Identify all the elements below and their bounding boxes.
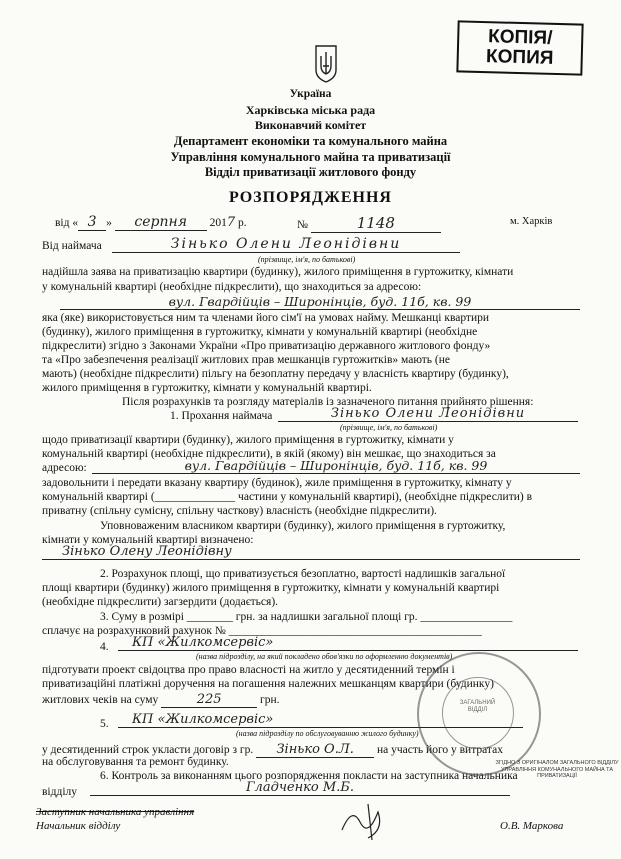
body-p16: Уповноваженим власником квартири (будинку), жилого приміщення в гуртожитку, [100, 520, 506, 532]
body-p4: (будинку), жилого приміщення в гуртожитку, кімнати у комунальній квартирі (необхідне [42, 326, 478, 338]
coat-of-arms-icon [313, 44, 339, 84]
contract-name: Зінько О.Л. [256, 742, 374, 758]
header-committee: Виконавчий комітет [254, 118, 367, 132]
tenant-label: Від наймача [42, 240, 102, 252]
body-p12-label: адресою: [42, 462, 87, 474]
chief-name: О.В. Маркова [500, 820, 564, 832]
order-date-line [55, 214, 247, 231]
body-p1: надійшла заява на приватизацію квартири (будинку), жилого приміщення в гуртожитку, кімнати [42, 266, 514, 278]
copy-stamp [456, 20, 583, 75]
property-address: вул. Гвардійців – Широнінців, буд. 11б, кв. 99 [60, 294, 580, 310]
item5-caption: (назва підрозділу по обслуговуванню жилого будинку) [236, 729, 419, 738]
body-p11: комунальній квартирі (необхідне підкреслити), в якій (якому) він мешкає, що знаходиться за [42, 448, 496, 460]
date-prefix: від « [55, 217, 79, 229]
item4-caption: (назва підрозділу, на який покладено обов'язки по оформленню документів) [196, 652, 453, 661]
body-p20: (необхідне підкреслити) загзердити (додається). [42, 596, 279, 608]
header-division: Відділ приватизації житлового фонду [204, 165, 417, 179]
body-p17: кімнати у комунальній квартирі визначено: [42, 534, 254, 546]
number-label: № [297, 219, 308, 231]
body-p22: сплачує на розрахунковий рахунок № ____________________________________________ [42, 625, 482, 637]
item1-caption: (прізвище, ім'я, по батькові) [340, 423, 438, 432]
body-p3: яка (яке) використовується ним та членами його сім'ї на умовах найму. Мешканці квартири [42, 312, 490, 324]
sum-suffix: грн. [259, 694, 280, 706]
body-p14: комунальній квартирі (______________ частини у комунальній квартирі), (необхідне підкреслити) в [42, 491, 533, 503]
item5-number: 5. [100, 718, 109, 730]
item4-number: 4. [100, 641, 109, 653]
order-city: м. Харків [510, 216, 553, 227]
year-digit: 7 [226, 215, 236, 230]
property-address-2: вул. Гвардійців – Широнінців, буд. 11б, кв. 99 [92, 458, 580, 474]
certification-stamp-text: ЗГІДНО З ОРИГІНАЛОМ ЗАГАЛЬНОГО ВІДДІЛУ УПРАВЛІННЯ КОМУНАЛЬНОГО МАЙНА ТА ПРИВАТИЗАЦІЇ [495, 760, 619, 779]
copy-stamp-line1: КОПІЯ/ [487, 26, 553, 49]
body-p24: приватизаційні платіжні доручення на погашення належних мешканцям квартири (будинку) [42, 678, 494, 690]
chief-signature-label: Начальник відділу [36, 820, 121, 832]
body-p21: 3. Суму в розмірі ________ грн. за надлишки загальної площі гр. ________________ [100, 611, 513, 623]
body-p6: та «Про забезпечення реалізації житлових прав мешканців гуртожитків» мають (не [42, 354, 450, 366]
item5-org: КП «Жилкомсервіс» [118, 712, 523, 728]
body-p13: задовольнити і передати вказану квартиру (будинок), жиле приміщення в гуртожитку, кімнату у [42, 477, 512, 489]
sum-label: житлових чеків на суму [42, 694, 159, 706]
tenant-caption: (прізвище, ім'я, по батькові) [258, 255, 356, 264]
deputy-signature-label: Заступник начальника управління [36, 806, 195, 818]
body-p9: Після розрахунків та розгляду матеріалів із зазначеного питання прийнято рішення: [122, 396, 534, 408]
order-number: 1148 [311, 214, 441, 233]
control-name: Гладченко М.Б. [90, 780, 510, 796]
sum-amount: 225 [161, 692, 257, 708]
header-administration: Управління комунального майна та приватизації [170, 150, 451, 164]
item1-label: 1. Прохання наймача [170, 410, 273, 422]
body-p8: жилого приміщення в гуртожитку, кімнати у комунальній квартирі. [42, 382, 372, 394]
date-mid: » [106, 217, 112, 229]
order-number-block [297, 214, 441, 233]
date-day: 3 [78, 214, 106, 231]
round-seal-text: ЗАГАЛЬНИЙ ВІДДІЛ [459, 700, 496, 713]
header-department: Департамент економіки та комунального майна [173, 134, 448, 148]
copy-stamp-line2: КОПИЯ [485, 46, 554, 69]
tenant-name: Зінько Олени Леонідівни [112, 236, 460, 253]
body-p27: на обслуговування та ремонт будинку. [42, 756, 229, 768]
contract-label: у десятиденний строк укласти договір з гр. [42, 744, 254, 756]
body-p2: у комунальній квартирі (необхідне підкреслити), що знаходиться за адресою: [42, 281, 422, 293]
signature-icon [338, 800, 398, 842]
authorized-owner: Зінько Олену Леонідівну [42, 544, 580, 560]
document-title: РОЗПОРЯДЖЕННЯ [229, 189, 392, 206]
header-country: Україна [289, 88, 332, 100]
body-p15: приватну (спільну сумісну, спільну часткову) власність (необхідне підкреслити). [42, 505, 437, 517]
body-p10: щодо приватизації квартири (будинку), жилого приміщення в гуртожитку, кімнати у [42, 434, 454, 446]
date-month: серпня [115, 214, 207, 231]
body-p5: підкреслити) згідно з Законами України «Про приватизацію державного житлового фонду» [42, 340, 491, 352]
body-p19: площі квартири (будинку) жилого приміщення в гуртожитку, кімнати у комунальній квартирі [42, 582, 500, 594]
item4-org: КП «Жилкомсервіс» [118, 635, 578, 651]
body-p23: підготувати проект свідоцтва про право власності на житло у десятиденний термін і [42, 664, 455, 676]
control-label: відділу [42, 786, 78, 798]
sum-line [42, 692, 279, 708]
year-suffix: р. [238, 217, 247, 229]
item1-name: Зінько Олени Леонідівни [278, 406, 578, 422]
body-p28: 6. Контроль за виконанням цього розпорядження покласти на заступника начальника [100, 770, 518, 782]
header-council: Харківська міська рада [245, 103, 376, 117]
body-p7: мають) (необхідне підкреслити) пільгу на безоплатну передачу у власність квартиру (будинку), [42, 368, 509, 380]
body-p18: 2. Розрахунок площі, що приватизується безоплатно, вартості надлишків загальної [100, 568, 506, 580]
year-prefix: 201 [209, 217, 227, 229]
contract-suffix: на участь його у витратах [377, 744, 503, 756]
